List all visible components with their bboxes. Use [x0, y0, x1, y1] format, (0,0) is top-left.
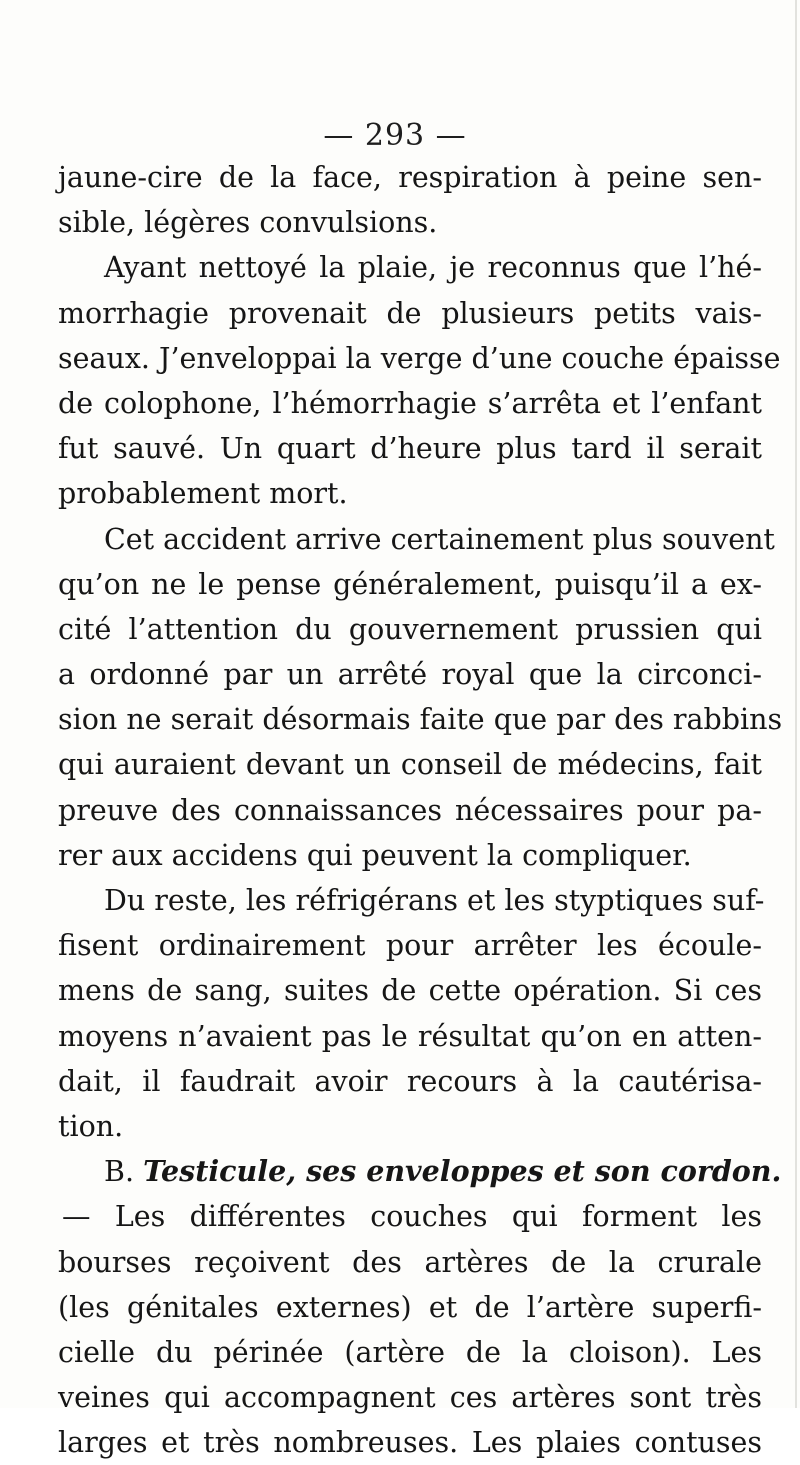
- text-line: Du reste, les réfrigérans et les styptiques suf-: [104, 884, 765, 917]
- text-line: tion.: [58, 1109, 124, 1143]
- text-line: — Les différentes couches qui forment les: [62, 1200, 762, 1234]
- text-line: de colophone, l’hémorrhagie s’arrêta et l’enfant: [58, 386, 762, 420]
- text-line: Ayant nettoyé la plaie, je reconnus que l’hé-: [104, 251, 762, 285]
- text-line: preuve des connaissances nécessaires pour pa-: [58, 793, 762, 827]
- page-number: — 293 —: [323, 118, 467, 153]
- text-line: larges et très nombreuses. Les plaies contuses: [58, 1426, 762, 1460]
- page-edge-divider: [795, 0, 797, 1408]
- section-letter: B.: [104, 1155, 135, 1189]
- text-line: seaux. J’enveloppai la verge d’une couche épaisse: [58, 341, 781, 375]
- text-line: rer aux accidens qui peuvent la compliquer.: [58, 838, 692, 872]
- section-heading-line: [58, 1149, 782, 1194]
- text-line: veines qui accompagnent ces artères sont très: [58, 1381, 762, 1415]
- text-line: fisent ordinairement pour arrêter les écoule-: [58, 929, 762, 963]
- text-line: sion ne serait désormais faite que par des rabbins: [58, 703, 783, 737]
- text-line: mens de sang, suites de cette opération. Si ces: [58, 974, 762, 1008]
- text-line: bourses reçoivent des artères de la crurale: [58, 1245, 762, 1279]
- text-line: a ordonné par un arrêté royal que la circonci-: [58, 658, 762, 692]
- text-line: morrhagie provenait de plusieurs petits vais-: [58, 296, 762, 330]
- text-line: probablement mort.: [58, 477, 348, 511]
- text-line: moyens n’avaient pas le résultat qu’on en atten-: [58, 1019, 762, 1053]
- text-line: fut sauvé. Un quart d’heure plus tard il serait: [58, 432, 762, 466]
- text-line: sible, légères convulsions.: [58, 206, 438, 240]
- text-line: qui auraient devant un conseil de médecins, fait: [58, 748, 762, 782]
- text-line: qu’on ne le pense généralement, puisqu’il a ex-: [58, 567, 762, 601]
- text-line: (les génitales externes) et de l’artère superfi-: [58, 1290, 762, 1324]
- section-title: Testicule, ses enveloppes et son cordon.: [143, 1154, 782, 1189]
- text-line: cité l’attention du gouvernement prussien qui: [58, 612, 762, 646]
- text-line: jaune-cire de la face, respiration à peine sen-: [58, 161, 762, 194]
- text-line: Cet accident arrive certainement plus souvent: [104, 522, 775, 556]
- body-text: [58, 155, 783, 1465]
- text-line: cielle du périnée (artère de la cloison). Les: [58, 1335, 762, 1369]
- text-line: dait, il faudrait avoir recours à la cautérisa-: [58, 1064, 762, 1098]
